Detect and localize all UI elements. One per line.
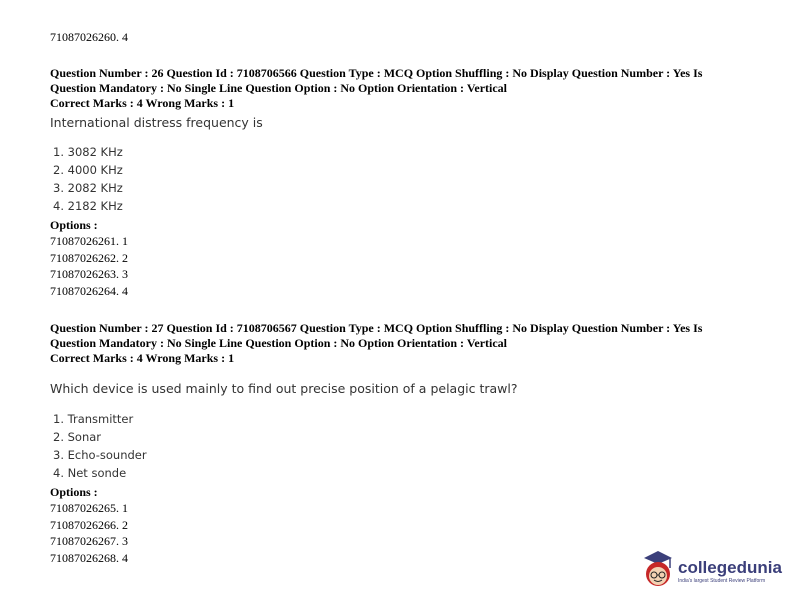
options-label: Options : (50, 485, 98, 499)
top-option-id: 71087026260. 4 (50, 30, 128, 44)
option-id: 71087026261. 1 (50, 234, 128, 248)
option-id: 71087026265. 1 (50, 501, 128, 515)
question-meta-line2: Question Mandatory : No Single Line Question Option : No Option Orientation : Vertical (50, 81, 508, 95)
logo-wordmark: collegedunia (678, 558, 782, 577)
question-meta-line1: Question Number : 26 Question Id : 7108706566 Question Type : MCQ Option Shuffling : No Display Question Number : Yes Is (50, 66, 703, 80)
option-id: 71087026262. 2 (50, 251, 128, 265)
option-id: 71087026267. 3 (50, 534, 128, 548)
choice-item: 1. 3082 KHz (53, 145, 123, 159)
choice-item: 2. Sonar (53, 430, 102, 444)
student-mascot-icon (640, 548, 676, 592)
options-label: Options : (50, 218, 98, 232)
option-id: 71087026263. 3 (50, 267, 128, 281)
question-text: Which device is used mainly to find out precise position of a pelagic trawl? (50, 381, 518, 396)
choice-item: 3. Echo-sounder (53, 448, 147, 462)
question-meta-line1: Question Number : 27 Question Id : 7108706567 Question Type : MCQ Option Shuffling : No Display Question Number : Yes Is (50, 321, 703, 335)
choice-item: 4. Net sonde (53, 466, 127, 480)
choice-item: 1. Transmitter (53, 412, 134, 426)
option-id: 71087026268. 4 (50, 551, 128, 565)
question-marks: Correct Marks : 4 Wrong Marks : 1 (50, 351, 235, 365)
choice-item: 2. 4000 KHz (53, 163, 123, 177)
question-text: International distress frequency is (50, 115, 263, 130)
question-marks: Correct Marks : 4 Wrong Marks : 1 (50, 96, 235, 110)
choice-item: 3. 2082 KHz (53, 181, 123, 195)
logo-tagline: India's largest Student Review Platform (678, 578, 766, 584)
question-meta-line2: Question Mandatory : No Single Line Question Option : No Option Orientation : Vertical (50, 336, 508, 350)
collegedunia-logo (640, 548, 780, 592)
option-id: 71087026266. 2 (50, 518, 128, 532)
option-id: 71087026264. 4 (50, 284, 128, 298)
choice-item: 4. 2182 KHz (53, 199, 123, 213)
